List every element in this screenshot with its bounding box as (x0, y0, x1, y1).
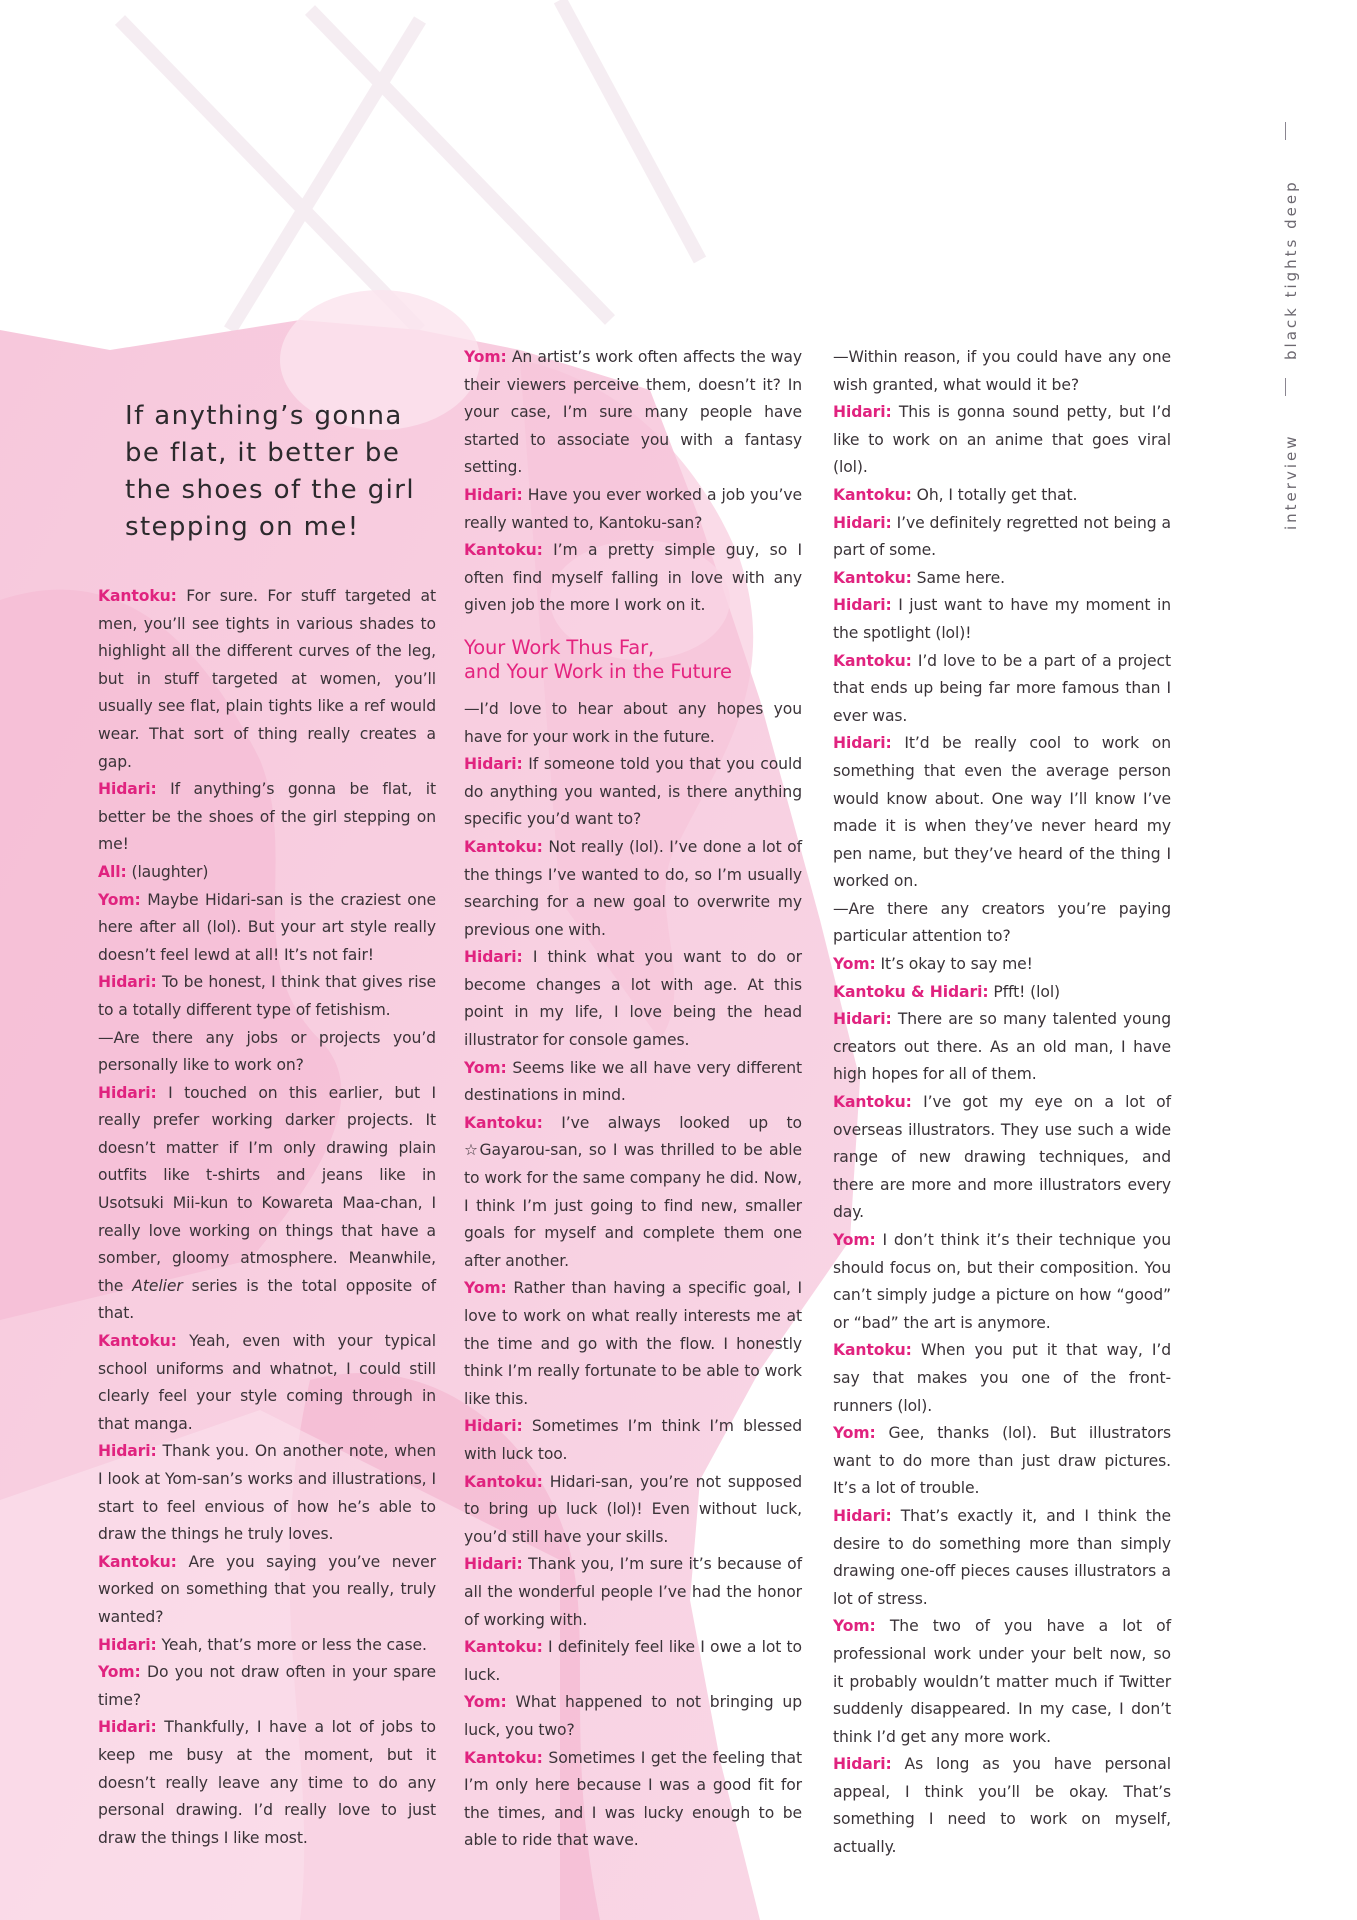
dialogue-line (464, 1275, 802, 1413)
dialogue-text: Seems like we all have very different destinations in mind. (464, 1058, 802, 1105)
dialogue-line (833, 1337, 1171, 1420)
speaker-name: Kantoku: (833, 1341, 912, 1360)
dialogue-text: Are you saying you’ve never worked on something that you really, truly wanted? (98, 1552, 436, 1626)
speaker-name: Kantoku: (464, 837, 543, 856)
speaker-name: Yom: (833, 955, 876, 974)
dialogue-line (98, 887, 436, 970)
dialogue-text: I’ve got my eye on a lot of overseas illustrators. They use such a wide range of new drawing techniques, and there are more and more illustrators every day. (833, 1093, 1171, 1222)
dialogue-text: I think what you want to do or become changes a lot with age. At this point in my life, I love being the head illustrator for console games. (464, 948, 802, 1050)
speaker-name: Yom: (833, 1617, 876, 1636)
dialogue-line (464, 1634, 802, 1689)
speaker-name: Yom: (833, 1424, 876, 1443)
dialogue-line (833, 1503, 1171, 1613)
dialogue-line (98, 969, 436, 1024)
dialogue-text: The two of you have a lot of professional work under your belt now, so it probably wouldn’t matter much if Twitter suddenly disappeared. In my case, I don’t think I’d get any more work. (833, 1617, 1171, 1746)
dialogue-line (464, 834, 802, 944)
dialogue-text: I’d love to be a part of a project that ends up being far more famous than I ever was. (833, 651, 1171, 725)
speaker-name: Kantoku: (98, 587, 177, 605)
dialogue-text: I’ve definitely regretted not being a part of some. (833, 513, 1171, 560)
speaker-name: Kantoku: (98, 1552, 177, 1571)
speaker-name: Hidari: (464, 1417, 523, 1436)
dialogue-line (98, 1632, 436, 1660)
speaker-name: Kantoku: (833, 568, 912, 587)
dialogue-line (833, 482, 1171, 510)
dialogue-text: —I’d love to hear about any hopes you have for your work in the future. (464, 699, 802, 746)
speaker-name: Yom: (464, 348, 507, 366)
dialogue-line (464, 1413, 802, 1468)
speaker-name: Hidari: (98, 973, 157, 992)
dialogue-line (833, 592, 1171, 647)
dialogue-line (464, 751, 802, 834)
dialogue-text: Yeah, even with your typical school uniforms and whatnot, I could still clearly feel your style coming through in that manga. (98, 1332, 436, 1433)
dialogue-text: (laughter) (126, 862, 209, 881)
dialogue-line (833, 565, 1171, 593)
dialogue-line (464, 537, 802, 620)
speaker-name: Hidari: (833, 734, 892, 753)
dialogue-text: That’s exactly it, and I think the desire to do something more than simply drawing one-off pieces causes illustrators a lot of stress. (833, 1506, 1171, 1608)
dialogue-line (98, 1659, 436, 1714)
dialogue-text: Hidari-san, you’re not supposed to bring up luck (lol)! Even without luck, you’d still have your skills. (464, 1472, 802, 1546)
dialogue-text: I just want to have my moment in the spotlight (lol)! (833, 596, 1171, 642)
dialogue-text: Rather than having a specific goal, I love to work on what really interests me at the time and go with the flow. I honestly think I’m really fortunate to be able to work like this. (464, 1279, 802, 1408)
speaker-name: Kantoku: (833, 651, 912, 670)
dialogue-text: Pfft! (lol) (988, 982, 1061, 1001)
speaker-name: Kantoku: (464, 1638, 543, 1657)
dialogue-line (98, 1714, 436, 1852)
side-label-interview: interview (1282, 433, 1300, 530)
dialogue-line (833, 1089, 1171, 1227)
dialogue-line (98, 1438, 436, 1548)
dialogue-text: I touched on this earlier, but I really prefer working darker projects. It doesn’t matter if I’m only drawing plain outfits like t-shirts and jeans like in Usotsuki Mii-kun to Kowareta Maa-chan, I really love working on things that have a somber, gloomy atmosphere. Meanwhile, the Atelier series is the total opposite of that. (98, 1083, 436, 1323)
dialogue-line (833, 1420, 1171, 1503)
dialogue-text: If someone told you that you could do anything you wanted, is there anything specific you’d want to? (464, 755, 802, 829)
speaker-name: Hidari: (464, 948, 523, 967)
dialogue-text: An artist’s work often affects the way their viewers perceive them, doesn’t it? In your case, I’m sure many people have started to associate you with a fantasy setting. (464, 348, 802, 477)
speaker-name: Hidari: (833, 1010, 892, 1029)
speaker-name: Yom: (464, 1279, 507, 1298)
dialogue-line (464, 944, 802, 1054)
speaker-name: Yom: (833, 1231, 876, 1249)
side-running-header (1282, 128, 1312, 538)
dialogue-text: Sometimes I get the feeling that I’m only here because I was a good fit for the times, and I was lucky enough to be able to ride that wave. (464, 1748, 802, 1850)
side-label-section: black tights deep (1282, 179, 1300, 360)
dialogue-text: There are so many talented young creators out there. As an old man, I have high hopes for all of them. (833, 1010, 1171, 1084)
dialogue-line (98, 776, 436, 859)
dialogue-text: Yeah, that’s more or less the case. (156, 1635, 427, 1654)
dialogue-text: Do you not draw often in your spare time? (98, 1663, 436, 1709)
dialogue-text: I’m a pretty simple guy, so I often find myself falling in love with any given job the more I work on it. (464, 541, 802, 615)
dialogue-line (464, 1551, 802, 1634)
speaker-name: Hidari: (98, 1442, 157, 1461)
speaker-name: Hidari: (98, 1718, 157, 1737)
speaker-name: Kantoku: (833, 485, 912, 504)
dialogue-line (464, 1469, 802, 1552)
text-column-3 (833, 344, 1171, 1862)
dialogue-text: Same here. (911, 568, 1005, 587)
dialogue-line (464, 344, 802, 482)
dialogue-line (833, 1006, 1171, 1089)
text-column-2 (464, 344, 802, 1855)
speaker-name: Yom: (98, 890, 141, 909)
dialogue-text: To be honest, I think that gives rise to a totally different type of fetishism. (98, 973, 436, 1019)
speaker-name: Hidari: (98, 1635, 157, 1654)
dialogue-line (833, 1227, 1171, 1337)
dialogue-text: What happened to not bringing up luck, you two? (464, 1693, 802, 1739)
dialogue-text: When you put it that way, I’d say that makes you one of the front-runners (lol). (833, 1341, 1171, 1415)
dialogue-text: It’d be really cool to work on something that even the average person would know about. One way I’ll know I’ve made it is when they’ve never heard my pen name, but they’ve heard of the thing I worked on. (833, 734, 1171, 891)
interviewer-question (464, 696, 802, 751)
dialogue-text: —Are there any creators you’re paying particular attention to? (833, 899, 1171, 946)
dialogue-text: Have you ever worked a job you’ve really wanted to, Kantoku-san? (464, 485, 802, 532)
dialogue-line (98, 583, 436, 776)
dialogue-text: I don’t think it’s their technique you should focus on, but their composition. You can’t simply judge a picture on how “good” or “bad” the art is anymore. (833, 1231, 1171, 1332)
dialogue-text: Maybe Hidari-san is the craziest one here after all (lol). But your art style really doesn’t feel lewd at all! It’s not fair! (98, 890, 436, 964)
dialogue-line (833, 399, 1171, 482)
subheading-line-2: and Your Work in the Future (464, 659, 732, 683)
dialogue-text: For sure. For stuff targeted at men, you’ll see tights in various shades to highlight all the different curves of the leg, but in stuff targeted at women, you’ll usually see flat, plain tights like a ref would wear. That sort of thing really creates a gap. (98, 587, 436, 771)
interviewer-question (833, 344, 1171, 399)
dialogue-text: This is gonna sound petty, but I’d like to work on an anime that goes viral (lol). (833, 403, 1171, 477)
speaker-name: Hidari: (98, 1083, 157, 1102)
subheading-line-1: Your Work Thus Far, (464, 635, 655, 659)
speaker-name: Hidari: (464, 485, 523, 504)
speaker-name: Kantoku: (464, 1472, 543, 1491)
dialogue-line (833, 979, 1171, 1007)
speaker-name: Yom: (464, 1058, 507, 1077)
dialogue-text: Not really (lol). I’ve done a lot of the things I’ve wanted to do, so I’m usually searching for a new goal to overwrite my previous one with. (464, 837, 802, 939)
speaker-name: Hidari: (464, 755, 523, 774)
dialogue-text: As long as you have personal appeal, I think you’ll be okay. That’s something I need to work on myself, actually. (833, 1755, 1171, 1857)
speaker-name: Kantoku: (464, 1113, 543, 1132)
dialogue-text: —Are there any jobs or projects you’d personally like to work on? (98, 1028, 436, 1075)
speaker-name: Hidari: (833, 513, 892, 532)
interviewer-question (98, 1025, 436, 1080)
speaker-name: Yom: (464, 1693, 507, 1712)
speaker-name: Hidari: (833, 1506, 892, 1525)
speaker-name: Kantoku: (464, 541, 543, 560)
dialogue-text: I definitely feel like I owe a lot to luck. (464, 1638, 802, 1684)
speaker-name: Kantoku: (464, 1748, 543, 1767)
dialogue-text: If anything’s gonna be flat, it better be the shoes of the girl stepping on me! (98, 780, 436, 854)
dialogue-line (464, 1110, 802, 1276)
dialogue-text: —Within reason, if you could have any one wish granted, what would it be? (833, 348, 1171, 394)
dialogue-line (464, 1745, 802, 1855)
dialogue-line (833, 510, 1171, 565)
dialogue-line (833, 730, 1171, 896)
dialogue-line (98, 1549, 436, 1632)
speaker-name: Kantoku: (98, 1332, 177, 1351)
speaker-name: Hidari: (833, 403, 892, 422)
dialogue-text: Thankfully, I have a lot of jobs to keep me busy at the moment, but it doesn’t really leave any time to do any personal drawing. I’d really love to just draw the things I like most. (98, 1718, 436, 1847)
speaker-name: Yom: (98, 1663, 141, 1682)
speaker-name: Kantoku: (833, 1093, 912, 1112)
dialogue-text: Sometimes I’m think I’m blessed with luck too. (464, 1417, 802, 1463)
speaker-name: Kantoku & Hidari: (833, 982, 989, 1001)
dialogue-line (833, 951, 1171, 979)
dialogue-line (833, 648, 1171, 731)
text-column-1 (98, 583, 436, 1852)
dialogue-text: Gee, thanks (lol). But illustrators want to do more than just draw pictures. It’s a lot of trouble. (833, 1424, 1171, 1498)
speaker-name: All: (98, 862, 127, 881)
dialogue-line (98, 1080, 436, 1328)
interviewer-question (833, 896, 1171, 951)
dialogue-text: It’s okay to say me! (875, 955, 1033, 974)
dialogue-line (98, 1328, 436, 1438)
section-subheading (464, 636, 802, 684)
pull-quote: If anything’s gonna be flat, it better be the shoes of the girl stepping on me! (125, 401, 415, 542)
speaker-name: Hidari: (833, 596, 892, 615)
dialogue-text: I’ve always looked up to ☆Gayarou-san, so I was thrilled to be able to work for the same company he did. Now, I think I’m just going to find new, smaller goals for myself and complete them one after another. (464, 1113, 802, 1270)
dialogue-text: Oh, I totally get that. (911, 485, 1078, 504)
dialogue-line (464, 1055, 802, 1110)
dialogue-line (833, 1751, 1171, 1861)
speaker-name: Hidari: (464, 1555, 523, 1574)
dialogue-line (464, 1689, 802, 1744)
dialogue-line (464, 482, 802, 537)
dialogue-text: Thank you, I’m sure it’s because of all the wonderful people I’ve had the honor of working with. (464, 1555, 802, 1629)
speaker-name: Hidari: (98, 780, 157, 799)
dialogue-text: Thank you. On another note, when I look at Yom-san’s works and illustrations, I start to feel envious of how he’s able to draw the things he truly loves. (98, 1442, 436, 1544)
dialogue-line (833, 1613, 1171, 1751)
dialogue-line (98, 859, 436, 887)
speaker-name: Hidari: (833, 1755, 892, 1774)
